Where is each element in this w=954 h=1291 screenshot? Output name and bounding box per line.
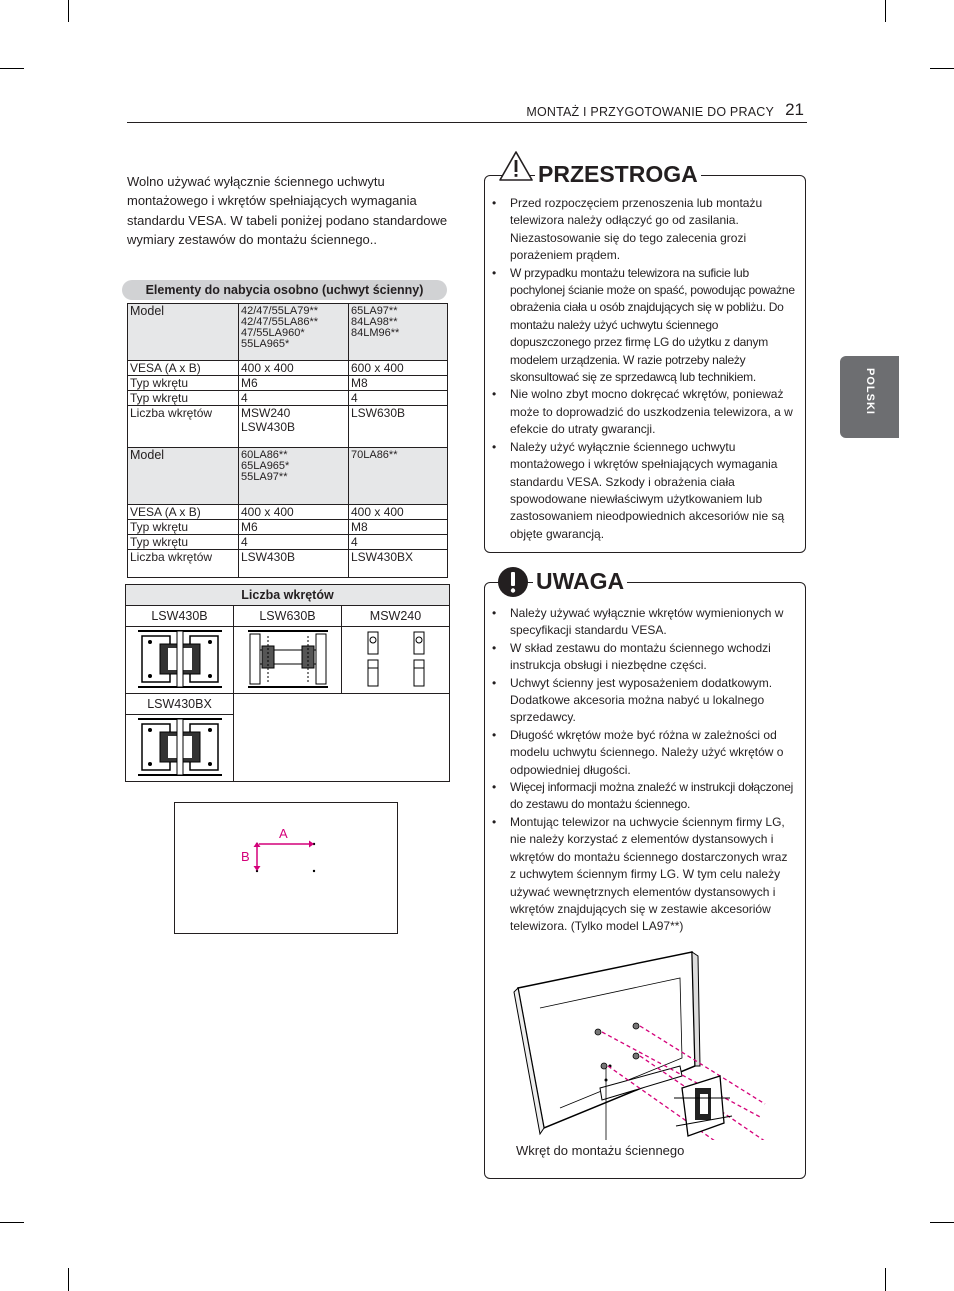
tv-mount-illustration bbox=[510, 948, 780, 1140]
crop-mark bbox=[885, 0, 886, 22]
bracket-name: LSW430B bbox=[126, 606, 234, 627]
note-list bbox=[484, 605, 796, 936]
bracket-table-title: Liczba wkrętów bbox=[126, 585, 450, 606]
crop-mark bbox=[68, 1268, 69, 1291]
page-number: 21 bbox=[785, 100, 804, 119]
page-header bbox=[127, 100, 807, 123]
warning-triangle-icon bbox=[498, 150, 534, 187]
table-row: Typ wkrętu M6 M8 bbox=[128, 376, 448, 391]
crop-mark bbox=[930, 68, 954, 69]
section-title: MONTAŻ I PRZYGOTOWANIE DO PRACY bbox=[526, 105, 774, 119]
bracket-msw240-image bbox=[342, 627, 450, 694]
list-item: • Należy używać wyłącznie wkrętów wymienionych w specyfikacji standardu VESA. bbox=[484, 605, 796, 640]
model-list: 42/47/55LA79** 42/47/55LA86** 47/55LA960* 55LA965* bbox=[239, 304, 349, 361]
table-row: Liczba wkrętów LSW430B LSW430BX bbox=[128, 550, 448, 578]
table-row: VESA (A x B) 400 x 400 600 x 400 bbox=[128, 361, 448, 376]
crop-mark bbox=[0, 1222, 24, 1223]
table-row: Liczba wkrętów MSW240 LSW430B LSW630B bbox=[128, 406, 448, 448]
crop-mark bbox=[0, 68, 24, 69]
bracket-name: LSW430BX bbox=[126, 694, 234, 715]
purchase-table-title: Elementy do nabycia osobno (uchwyt ścienny) bbox=[122, 280, 447, 300]
vesa-diagram bbox=[174, 802, 398, 934]
empty-cell bbox=[234, 694, 450, 782]
list-item: • Więcej informacji można znaleźć w instrukcji dołączonej do zestawu do montażu ściennego. bbox=[484, 779, 796, 814]
model-row bbox=[128, 304, 448, 361]
list-item: • W przypadku montażu telewizora na suficie lub pochylonej ścianie może on spaść, powodując poważne obrażenia ciała u osób znajdujących się w pobliżu. Do montażu należy użyć uchwytu ściennego dopuszczonego przez firmę LG do użytku z danym modelem urządzenia. W razie potrzeby należy skonsultować się ze sprzedawcą lub technikiem. bbox=[484, 265, 796, 387]
bracket-lsw630b-image bbox=[234, 627, 342, 694]
model-label: Model bbox=[128, 304, 239, 361]
bracket-name: LSW630B bbox=[234, 606, 342, 627]
list-item: • Uchwyt ścienny jest wyposażeniem dodatkowym. Dodatkowe akcesoria można nabyć u lokalnego sprzedawcy. bbox=[484, 675, 796, 727]
list-item: • Należy użyć wyłącznie ściennego uchwytu montażowego i wkrętów spełniających wymagania standardu VESA. Szkody i obrażenia ciała spowodowane niewłaściwym użytkowaniem lub zastosowaniem nieodpowiednich akcesoriów nie są objęte gwarancją. bbox=[484, 439, 796, 543]
language-tab bbox=[840, 356, 899, 438]
vesa-spec-table bbox=[127, 303, 448, 578]
caution-title: PRZESTROGA bbox=[535, 161, 701, 188]
crop-mark bbox=[930, 1222, 954, 1223]
caution-list bbox=[484, 195, 796, 543]
intro-paragraph: Wolno używać wyłącznie ściennego uchwytu montażowego i wkrętów spełniających wymagania standardu VESA. W tabeli poniżej podano standardowe wymiary zestawów do montażu ściennego.. bbox=[127, 174, 448, 247]
crop-mark bbox=[885, 1268, 886, 1291]
list-item: • Długość wkrętów może być różna w zależności od modelu uchwytu ściennego. Należy użyć wkrętów o odpowiedniej długości. bbox=[484, 727, 796, 779]
model-list: 60LA86** 65LA965* 55LA97** bbox=[239, 448, 349, 505]
bracket-lsw430b-image bbox=[126, 627, 234, 694]
bracket-lsw430bx-image bbox=[126, 715, 234, 782]
model-list: 70LA86** bbox=[349, 448, 448, 505]
model-row bbox=[128, 448, 448, 505]
figure-caption: Wkręt do montażu ściennego bbox=[516, 1143, 685, 1158]
table-row: VESA (A x B) 400 x 400 400 x 400 bbox=[128, 505, 448, 520]
table-row: Typ wkrętu 4 4 bbox=[128, 535, 448, 550]
bracket-name: MSW240 bbox=[342, 606, 450, 627]
list-item: • Nie wolno zbyt mocno dokręcać wkrętów, ponieważ może to doprowadzić do uszkodzenia telewizora, a w efekcie do utraty gwarancji. bbox=[484, 386, 796, 438]
language-tab-label: POLSKI bbox=[864, 368, 876, 415]
table-row: Typ wkrętu 4 4 bbox=[128, 391, 448, 406]
dimension-a-label: A bbox=[279, 826, 288, 841]
table-row: Typ wkrętu M6 M8 bbox=[128, 520, 448, 535]
dimension-b-label: B bbox=[241, 849, 250, 864]
list-item: • Przed rozpoczęciem przenoszenia lub montażu telewizora należy odłączyć go od zasilania. Niezastosowanie się do tego zalecenia grozi porażeniem prądem. bbox=[484, 195, 796, 265]
list-item: • Montując telewizor na uchwycie ściennym firmy LG, nie należy korzystać z elementów dystansowych i wkrętów do montażu ściennego dostarczonych wraz z uchwytem ściennym firmy LG. W tym celu należy używać wewnętrznych elementów dystansowych i wkrętów znajdujących się w zestawie akcesoriów telewizora. (Tylko model LA97**) bbox=[484, 814, 796, 936]
model-list: 65LA97** 84LA98** 84LM96** bbox=[349, 304, 448, 361]
note-title: UWAGA bbox=[533, 568, 627, 595]
model-label: Model bbox=[128, 448, 239, 505]
crop-mark bbox=[68, 0, 69, 22]
exclamation-icon bbox=[497, 566, 529, 603]
bracket-table bbox=[125, 584, 450, 782]
list-item: • W skład zestawu do montażu ściennego wchodzi instrukcja obsługi i niezbędne części. bbox=[484, 640, 796, 675]
